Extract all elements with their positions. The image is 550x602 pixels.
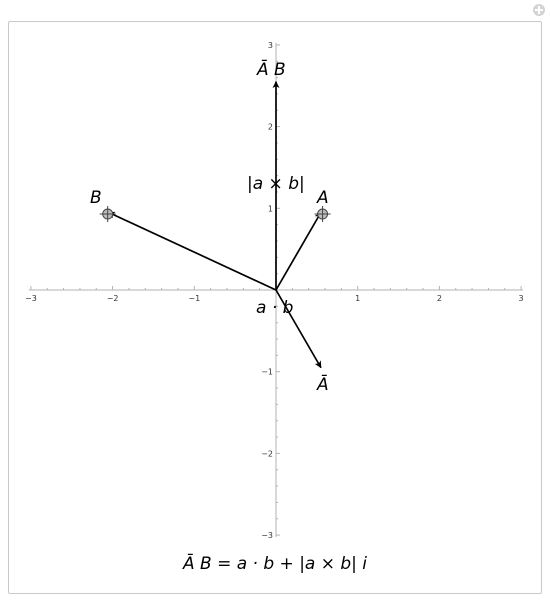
vector-labels: [90, 58, 329, 395]
label-a-conjugate: Ā: [317, 375, 329, 395]
x-tick-label: −2: [106, 294, 119, 303]
y-tick-label: 1: [267, 204, 273, 214]
label-cross-product: |a × b|: [247, 174, 305, 194]
x-tick-label: 1: [355, 294, 361, 303]
label-dot-product: a · b: [256, 298, 294, 318]
y-tick-label: 2: [267, 122, 273, 132]
y-tick-label: −1: [261, 367, 273, 377]
y-tick-label: −3: [261, 531, 273, 541]
y-tick-label: −2: [261, 449, 273, 459]
handle-b[interactable]: [100, 206, 116, 222]
x-tick-label: 3: [518, 294, 524, 303]
label-a: A: [317, 188, 329, 208]
label-b: B: [90, 188, 102, 208]
vector-b: [109, 212, 276, 290]
label-product: Ā B: [257, 60, 286, 80]
y-tick-label: 3: [267, 40, 273, 50]
x-tick-label: −1: [188, 294, 201, 303]
drag-handles[interactable]: [100, 206, 331, 222]
vectors: [106, 82, 321, 368]
x-tick-label: −3: [25, 294, 37, 303]
vector-a: [276, 212, 321, 290]
x-tick-label: 2: [436, 294, 442, 303]
formula-caption: Ā B = a · b + |a × b| i: [182, 554, 368, 574]
